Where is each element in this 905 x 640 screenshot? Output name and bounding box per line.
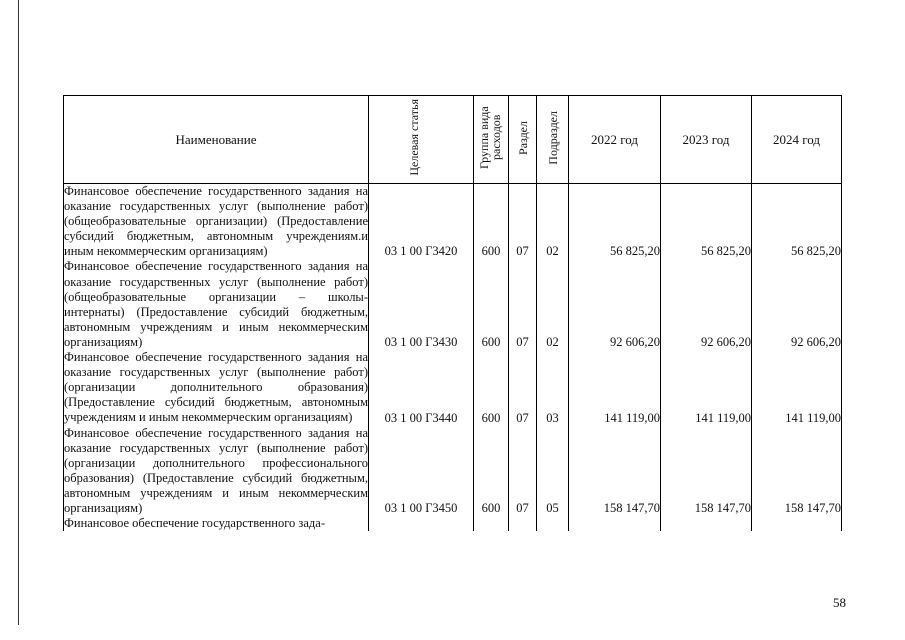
header-section [509,96,537,184]
header-section-label: Раздел [515,120,530,155]
row-2022 [569,516,661,531]
row-2022: 56 825,20 [569,184,661,260]
header-2023: 2023 год [661,96,752,184]
row-section [509,516,537,531]
row-target: 03 1 00 Г3420 [369,184,474,260]
table-row [64,184,842,260]
row-section: 07 [509,184,537,260]
row-name: Финансовое обеспечение государственного зада- [64,516,369,531]
row-2022: 92 606,20 [569,259,661,350]
row-name: Финансовое обеспечение государственного задания на оказание государственных услуг (выполнение работ) (организации дополнительного образования) (Предоставление субсидий бюджетным, автономным учреждениям и иным некоммерческим организациям) [64,350,368,425]
row-group: 600 [474,426,509,517]
page-number: 58 [833,595,846,610]
row-2023: 141 119,00 [661,350,752,425]
budget-table [63,95,842,531]
row-2022: 141 119,00 [569,350,661,425]
row-2023: 158 147,70 [661,426,752,517]
table-row [64,426,842,517]
table-row [64,516,842,531]
row-name: Финансовое обеспечение государственного задания на оказание государственных услуг (выполнение работ) (общеобразовательные организации – школы-интернаты) (Предоставление субсидий бюджетным, автономным учреждениям и иным некоммерческим организациям) [64,259,368,349]
row-section: 07 [509,350,537,425]
table-header-row [64,96,842,184]
row-subsection: 05 [537,426,569,517]
row-subsection: 02 [537,184,569,260]
row-2023 [661,516,752,531]
row-target [369,516,474,531]
header-2024: 2024 год [752,96,842,184]
row-2024 [752,516,842,531]
header-target-label: Целевая статья [407,99,421,176]
row-target: 03 1 00 Г3430 [369,259,474,350]
row-group: 600 [474,184,509,260]
header-subsection-label: Подраздел [545,110,560,165]
row-section: 07 [509,259,537,350]
row-subsection: 03 [537,350,569,425]
header-group-label: Группа вида расходов [477,106,503,169]
row-2023: 92 606,20 [661,259,752,350]
row-2024: 92 606,20 [752,259,842,350]
scan-edge-line [18,0,19,625]
row-2023: 56 825,20 [661,184,752,260]
header-group [474,96,509,184]
row-target: 03 1 00 Г3440 [369,350,474,425]
header-target [369,96,474,184]
header-subsection [537,96,569,184]
row-2024: 56 825,20 [752,184,842,260]
row-2022: 158 147,70 [569,426,661,517]
row-group: 600 [474,350,509,425]
row-2024: 158 147,70 [752,426,842,517]
row-name: Финансовое обеспечение государственного задания на оказание государственных услуг (выполнение работ) (организации дополнительного профессионального образования) (Предоставление субсидий бюджетным, автономным учреждениям и иным некоммерческим организациям) [64,425,368,515]
header-2022: 2022 год [569,96,661,184]
row-group: 600 [474,259,509,350]
row-name: Финансовое обеспечение государственного задания на оказание государственных услуг (выполнение работ) (общеобразовательные организации) (Предоставление субсидий бюджетным, автономным учреждениям.и иным некоммерческим организациям) [64,184,368,259]
row-subsection [537,516,569,531]
header-name: Наименование [64,96,369,184]
row-subsection: 02 [537,259,569,350]
row-group [474,516,509,531]
row-2024: 141 119,00 [752,350,842,425]
row-target: 03 1 00 Г3450 [369,426,474,517]
row-section: 07 [509,426,537,517]
table-row [64,259,842,350]
table-row [64,350,842,425]
